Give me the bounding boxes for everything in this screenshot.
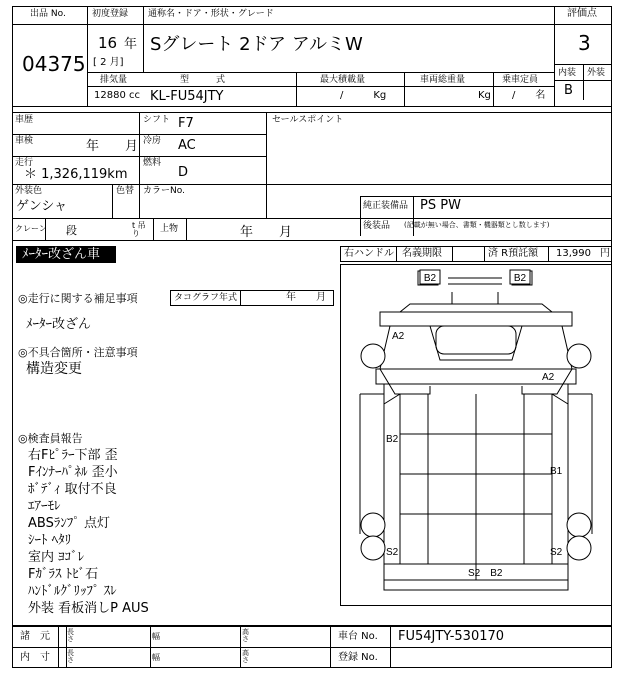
dims-label: 諸 元 bbox=[20, 631, 50, 642]
mark-s2-rear-left: S2 bbox=[386, 547, 399, 558]
ac-value: AC bbox=[178, 138, 196, 153]
mark-b2-mirror-left: B2 bbox=[423, 273, 437, 284]
mark-s2-rear-right: S2 bbox=[550, 547, 563, 558]
height-label: 高さ bbox=[242, 628, 249, 643]
width-label: 幅 bbox=[152, 632, 160, 641]
crane-label: クレーン bbox=[15, 224, 47, 233]
vehicle-grade: Sグレート 2ドア アルミW bbox=[150, 34, 363, 55]
inspector-note-item: ﾊﾝﾄﾞﾙｸﾞﾘｯﾌﾟ ｽﾚ bbox=[28, 584, 117, 599]
max-load-value: / Kg bbox=[340, 90, 387, 101]
inspector-note-item: Fｲﾝﾅｰﾊﾟﾈﾙ 歪小 bbox=[28, 465, 118, 480]
defects-label: ◎不具合箇所・注意事項 bbox=[18, 346, 138, 359]
aftermarket-label: 後装品 bbox=[363, 221, 391, 231]
inspector-note-item: 室内 ﾖｺﾞﾚ bbox=[28, 550, 85, 565]
color-no-label: カラーNo. bbox=[143, 186, 185, 196]
inspection-label: 車検 bbox=[15, 136, 34, 146]
equipment-label: 純正装備品 bbox=[363, 201, 409, 211]
gross-weight-value: Kg bbox=[478, 90, 491, 101]
fuel-value: D bbox=[178, 165, 189, 180]
aftermarket-note: (記載が無い場合、書類・機器類とし数します) bbox=[404, 221, 550, 229]
shift-label: シフト bbox=[143, 115, 171, 125]
shift-value: F7 bbox=[178, 116, 194, 131]
inspector-notes bbox=[28, 447, 149, 617]
mileage-value: ＊ 1,326,119km bbox=[24, 167, 128, 182]
mark-b1-side-right: B1 bbox=[550, 466, 563, 477]
chassis-number: FU54JTY-530170 bbox=[398, 629, 505, 644]
mark-s2-b2-rear: S2 B2 bbox=[468, 568, 503, 579]
color-value: ゲンシャ bbox=[16, 199, 68, 214]
inspector-note-item: 右Fﾋﾟﾗｰ下部 歪 bbox=[28, 448, 118, 463]
inspector-note-item: Fｶﾞﾗｽ ﾄﾋﾞ石 bbox=[28, 567, 99, 582]
inspector-note-item: ｼｰﾄ ﾍﾀﾘ bbox=[28, 533, 72, 548]
inspector-note-item: ABSﾗﾝﾌﾟ 点灯 bbox=[28, 516, 110, 531]
length-label: 長さ bbox=[67, 628, 74, 643]
fuel-label: 燃料 bbox=[143, 158, 162, 168]
history-label: 車歴 bbox=[15, 115, 34, 125]
score-value: 3 bbox=[578, 31, 591, 55]
color-label: 外装色 bbox=[15, 186, 43, 196]
driving-note: ﾒｰﾀｰ改ざん bbox=[26, 317, 92, 332]
cargo-dims-label: 内 寸 bbox=[20, 652, 50, 663]
mileage-label: 走行 bbox=[15, 158, 34, 168]
model-value: KL-FU54JTY bbox=[150, 89, 224, 104]
color-code-label: 色替 bbox=[116, 186, 135, 196]
rhd-flag: 右ハンドル bbox=[344, 248, 394, 259]
ac-label: 冷房 bbox=[143, 136, 162, 146]
inspector-note-item: ﾎﾞﾃﾞｨ 取付不良 bbox=[28, 482, 117, 497]
interior-grade: B bbox=[564, 83, 573, 98]
inspector-note-item: ｴｱｰﾓﾚ bbox=[28, 499, 61, 514]
mark-a2-cab-left: A2 bbox=[392, 331, 405, 342]
max-load-label: 最大積載量 bbox=[320, 75, 366, 85]
model-label: 型 式 bbox=[180, 75, 226, 85]
mark-a2-cab-right: A2 bbox=[542, 372, 555, 383]
mark-b2-mirror-right: B2 bbox=[513, 273, 527, 284]
lot-label: 出品 No. bbox=[30, 9, 66, 19]
equipment-value: PS PW bbox=[420, 198, 461, 213]
tacho-date: 年 月 bbox=[286, 292, 326, 303]
score-label: 評価点 bbox=[567, 8, 597, 19]
first-reg-label: 初度登録 bbox=[92, 9, 129, 19]
displacement-label: 排気量 bbox=[100, 75, 128, 85]
truck-damage-diagram bbox=[340, 264, 612, 606]
defects-note: 構造変更 bbox=[26, 361, 82, 377]
width-label-2: 幅 bbox=[152, 653, 160, 662]
driving-remarks-label: ◎走行に関する補足事項 bbox=[18, 292, 138, 305]
height-label-2: 高さ bbox=[242, 649, 249, 664]
registration-label: 登録 No. bbox=[338, 652, 378, 663]
chassis-label: 車台 No. bbox=[338, 631, 378, 642]
selling-points-label: セールスポイント bbox=[272, 115, 344, 125]
name-change-flag: 名義期限 bbox=[402, 248, 442, 259]
inspector-note-item: 外装 看板消しP AUS bbox=[28, 601, 149, 616]
body-date: 年 月 bbox=[240, 225, 293, 240]
crane-ton: t 吊り bbox=[132, 221, 146, 238]
recycle-unit: 円 bbox=[600, 248, 610, 259]
recycle-label: 済 R預託額 bbox=[488, 248, 539, 259]
inspection-date: 年 月 bbox=[86, 139, 139, 154]
first-reg-year: 16 bbox=[98, 34, 118, 52]
inspector-label: ◎検査員報告 bbox=[18, 432, 83, 445]
body-label: 上物 bbox=[160, 224, 179, 234]
gross-weight-label: 車両総重量 bbox=[420, 75, 466, 85]
length-label-2: 長さ bbox=[67, 649, 74, 664]
recycle-amount: 13,990 bbox=[556, 248, 591, 259]
lot-number: 04375 bbox=[22, 52, 86, 76]
crane-stage: 段 bbox=[66, 224, 77, 237]
meter-tampered-notice: ﾒｰﾀｰ改ざん車 bbox=[16, 246, 116, 263]
exterior-label: 外装 bbox=[587, 68, 606, 78]
tacho-label: タコグラフ年式 bbox=[174, 293, 238, 303]
capacity-value: / 名 bbox=[512, 90, 546, 101]
interior-label: 内装 bbox=[558, 68, 577, 78]
mark-b2-side-left: B2 bbox=[386, 434, 399, 445]
first-reg-month: [ 2 月] bbox=[93, 57, 124, 68]
displacement-value: 12880 cc bbox=[94, 90, 140, 101]
capacity-label: 乗車定員 bbox=[502, 75, 539, 85]
name-label: 通称名・ドア・形状・グレード bbox=[148, 9, 274, 19]
year-unit: 年 bbox=[124, 37, 138, 52]
